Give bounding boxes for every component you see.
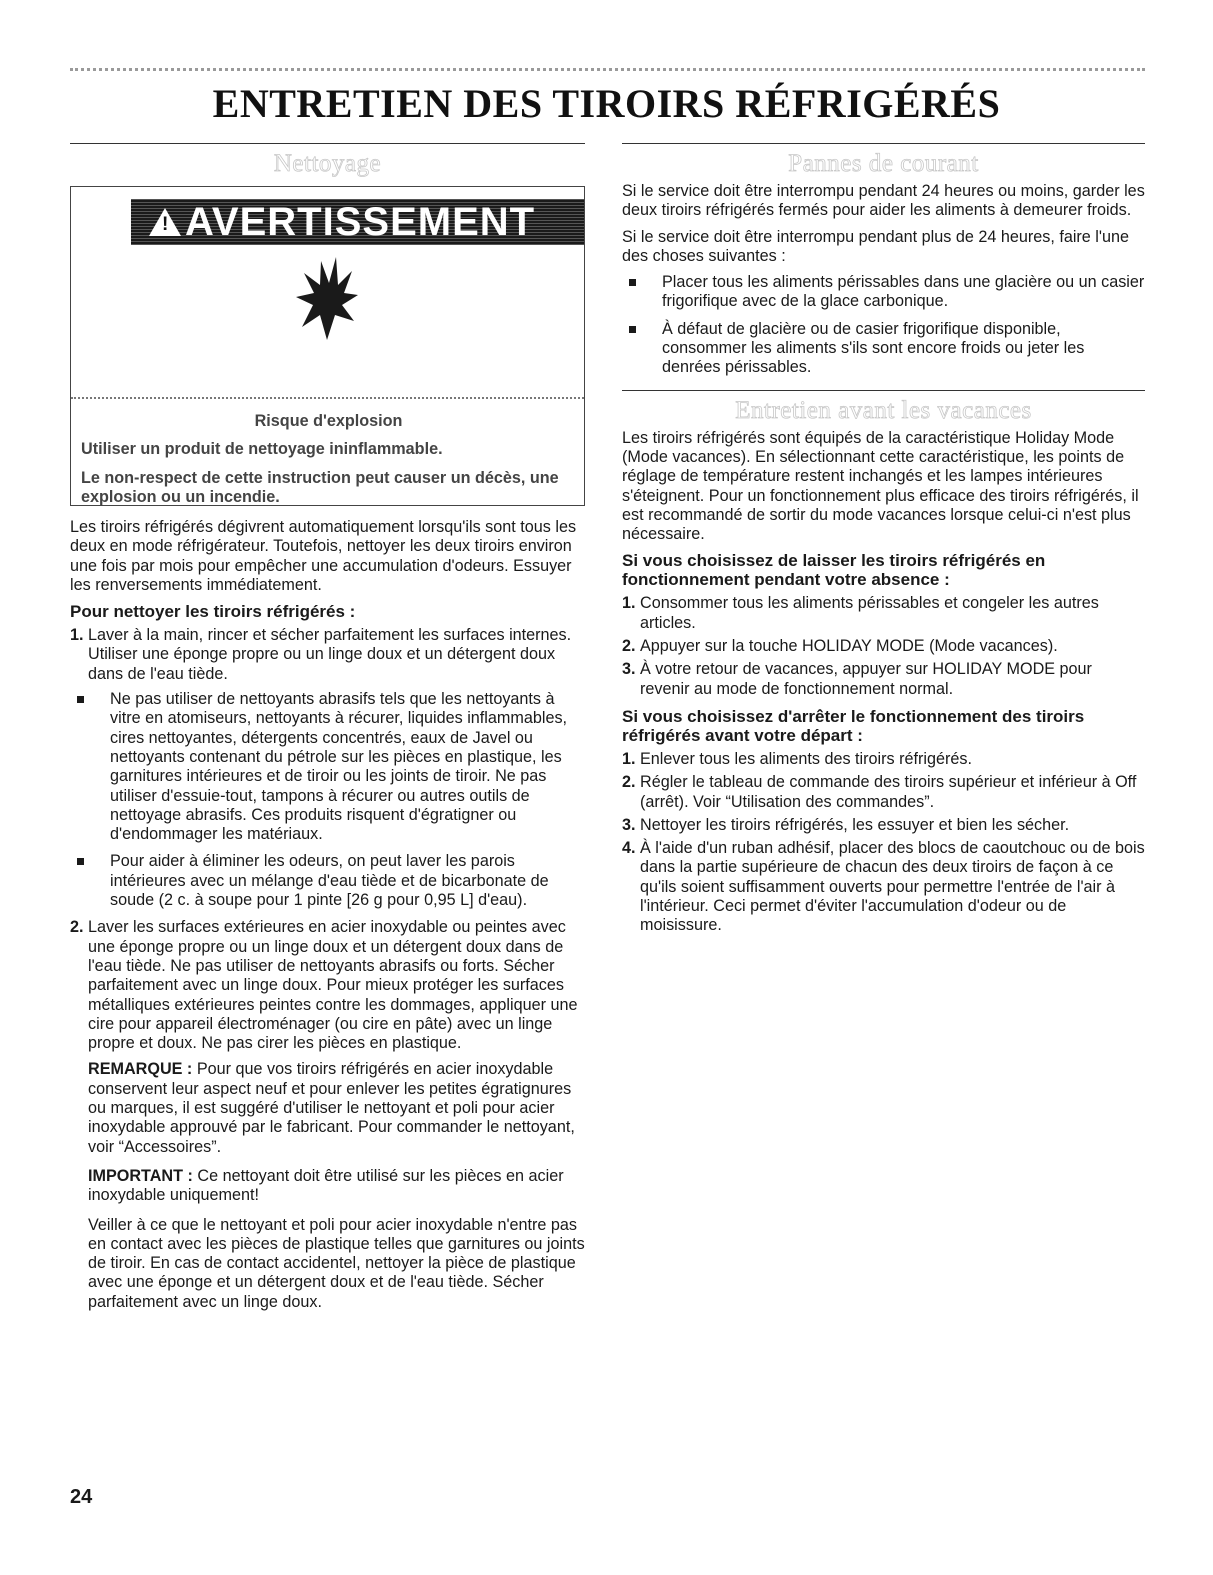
bullet-text: Pour aider à éliminer les odeurs, on peut laver les parois intérieures avec un mélange d'eau tiède et de bicarbonate de soude (2 c. à soupe pour 1 pinte [26 g pour 0,95 L] d'eau). <box>110 852 549 910</box>
important-label: IMPORTANT : <box>88 1166 193 1185</box>
section-rule <box>622 143 1145 144</box>
warning-label: AVERTISSEMENT <box>185 199 536 244</box>
list-item <box>622 320 1145 378</box>
section-title-nettoyage: Nettoyage <box>273 150 382 177</box>
list-item <box>622 273 1145 312</box>
power-paragraph-1: Si le service doit être interrompu pendant 24 heures ou moins, garder les deux tiroirs réfrigérés fermés pour aider les aliments à demeurer froids. <box>622 182 1145 220</box>
step-number: 4. <box>622 839 636 858</box>
step-text: Laver les surfaces extérieures en acier inoxydable ou peintes avec une éponge propre ou un linge doux et un détergent doux dans de l'eau tiède. Ne pas utiliser de nettoyants abrasifs ou forts. Sécher parfaitement avec un linge doux. Pour mieux protéger les surfaces métalliques extérieures peintes contre les dommages, appliquer une cire pour appareil électroménager (ou cire en pâte) avec un linge propre et doux. Ne pas cirer les pièces en plastique. <box>88 918 578 1053</box>
section-title-pannes: Pannes de courant <box>788 150 979 177</box>
warning-box <box>70 186 585 506</box>
step-text: Appuyer sur la touche HOLIDAY MODE (Mode vacances). <box>640 637 1058 656</box>
list-item <box>622 750 1145 769</box>
bullet-square-icon <box>629 279 636 286</box>
vacation-heading-2: Si vous choisissez d'arrêter le fonctionnement des tiroirs réfrigérés avant votre départ : <box>622 706 1085 745</box>
power-bullet-list <box>622 273 1145 377</box>
step-text: Laver à la main, rincer et sécher parfaitement les surfaces internes. Utiliser une éponge propre ou un linge doux et un détergent doux dans de l'eau tiède. <box>88 626 572 683</box>
page-number: 24 <box>70 1486 93 1508</box>
list-item <box>622 773 1145 812</box>
bullet-text: Placer tous les aliments périssables dans une glacière ou un casier frigorifique avec de la glace carbonique. <box>662 273 1145 311</box>
step-number: 1. <box>70 626 84 645</box>
list-item <box>622 816 1145 835</box>
list-item <box>622 637 1145 656</box>
remarque-label: REMARQUE : <box>88 1060 193 1079</box>
bullet-list <box>70 690 585 910</box>
left-column <box>70 143 585 1319</box>
section-rule <box>70 143 585 144</box>
cleaning-steps <box>70 626 585 1312</box>
step-text: Consommer tous les aliments périssables et congeler les autres articles. <box>640 594 1099 632</box>
section-title-vacances: Entretien avant les vacances <box>735 396 1032 424</box>
veiller-paragraph: Veiller à ce que le nettoyant et poli pour acier inoxydable n'entre pas en contact avec les pièces de plastique telles que garnitures ou joints de tiroir. En cas de contact accidentel, nettoyer la pièce de plastique avec une éponge et un détergent doux et de l'eau tiède. Sécher parfaitement avec un linge doux. <box>88 1215 585 1311</box>
warning-header <box>131 199 584 245</box>
step-number: 3. <box>622 660 636 679</box>
cleaning-intro: Les tiroirs réfrigérés dégivrent automatiquement lorsqu'ils sont tous les deux en mode réfrigérateur. Toutefois, nettoyer les deux tiroirs environ une fois par mois pour empêcher une accumulation d'odeurs. Essuyer les renversements immédiatement. <box>70 518 577 594</box>
warning-risk-title: Risque d'explosion <box>254 412 403 430</box>
remarque-paragraph <box>88 1060 585 1156</box>
step-text: Nettoyer les tiroirs réfrigérés, les essuyer et bien les sécher. <box>640 815 1070 834</box>
bullet-text: À défaut de glacière ou de casier frigorifique disponible, consommer les aliments s'ils sont encore froids ou jeter les denrées périssables. <box>662 319 1085 377</box>
vacation-heading-1: Si vous choisissez de laisser les tiroirs réfrigérés en fonctionnement pendant votre absence : <box>622 551 1046 590</box>
important-paragraph <box>88 1167 585 1206</box>
warning-line-2: Le non-respect de cette instruction peut causer un décès, une explosion ou un incendie. <box>81 468 559 506</box>
important-text: Ce nettoyant doit être utilisé sur les pièces en acier inoxydable uniquement! <box>88 1166 564 1205</box>
explosion-icon <box>296 255 358 340</box>
list-item <box>70 918 585 1312</box>
page-title: ENTRETIEN DES TIROIRS RÉFRIGÉRÉS <box>212 81 1001 126</box>
step-number: 2. <box>622 773 636 792</box>
warning-line-1: Utiliser un produit de nettoyage ininflammable. <box>81 440 443 459</box>
step-number: 3. <box>622 815 636 834</box>
step-number: 1. <box>622 749 636 768</box>
list-item <box>70 626 585 910</box>
vacation-list-1 <box>622 594 1145 698</box>
vacation-intro: Les tiroirs réfrigérés sont équipés de la caractéristique Holiday Mode (Mode vacances). En sélectionnant cette caractéristique, les points de réglage de température restent inchangés et les lampes intérieures s'éteignent. Pour un fonctionnement plus efficace des tiroirs réfrigérés, il est recommandé de sortir du mode vacances lorsque celui-ci n'est plus nécessaire. <box>622 428 1139 544</box>
bullet-text: Ne pas utiliser de nettoyants abrasifs tels que les nettoyants à vitre en atomiseurs, nettoyants à récurer, liquides inflammables, cires nettoyantes, détergents concentrés, eaux de Javel ou nettoyants contenant du pétrole sur les pièces en plastique, les garnitures intérieures et de tiroir ou les joints de tiroir. Ne pas utiliser d'essuie-tout, tampons à récurer ou autres outils de nettoyage abrasifs. Ces produits risquent d'égratigner ou d'endommager les matériaux. <box>110 690 568 844</box>
warning-triangle-icon: ! <box>149 208 181 236</box>
step-number: 2. <box>70 918 84 937</box>
cleaning-heading: Pour nettoyer les tiroirs réfrigérés : <box>70 602 356 622</box>
warning-text <box>81 412 576 516</box>
warning-icon-area <box>71 245 584 399</box>
power-paragraph-2: Si le service doit être interrompu pendant plus de 24 heures, faire l'une des choses suivantes : <box>622 227 1129 265</box>
section-rule <box>622 390 1145 391</box>
list-item <box>622 660 1145 699</box>
step-text: Enlever tous les aliments des tiroirs réfrigérés. <box>640 749 972 768</box>
right-column <box>622 143 1145 940</box>
step-text: À l'aide d'un ruban adhésif, placer des blocs de caoutchouc ou de bois dans la partie supérieure de chacun des deux tiroirs de façon à ce qu'ils soient suffisamment ouverts pour permettre l'entrée de l'air à l'intérieur. Ceci permet d'éviter l'accumulation d'odeur ou de moisissure. <box>640 839 1145 935</box>
vacation-list-2 <box>622 750 1145 936</box>
step-number: 2. <box>622 637 636 656</box>
top-dotted-rule <box>70 68 1145 71</box>
bullet-square-icon <box>629 326 636 333</box>
bullet-square-icon <box>77 696 84 703</box>
list-item <box>622 839 1145 935</box>
list-item <box>70 690 585 844</box>
step-text: Régler le tableau de commande des tiroirs supérieur et inférieur à Off (arrêt). Voir “Utilisation des commandes”. <box>640 773 1137 811</box>
step-text: À votre retour de vacances, appuyer sur HOLIDAY MODE pour revenir au mode de fonctionnement normal. <box>640 660 1092 698</box>
bullet-square-icon <box>77 858 84 865</box>
list-item <box>622 594 1145 633</box>
step-number: 1. <box>622 594 636 613</box>
remarque-text: Pour que vos tiroirs réfrigérés en acier inoxydable conservent leur aspect neuf et pour enlever les petites égratignures ou marques, il est suggéré d'utiliser le nettoyant et poli pour acier inoxydable approuvé par le fabricant. Pour commander le nettoyant, voir “Accessoires”. <box>88 1060 575 1156</box>
list-item <box>70 852 585 910</box>
